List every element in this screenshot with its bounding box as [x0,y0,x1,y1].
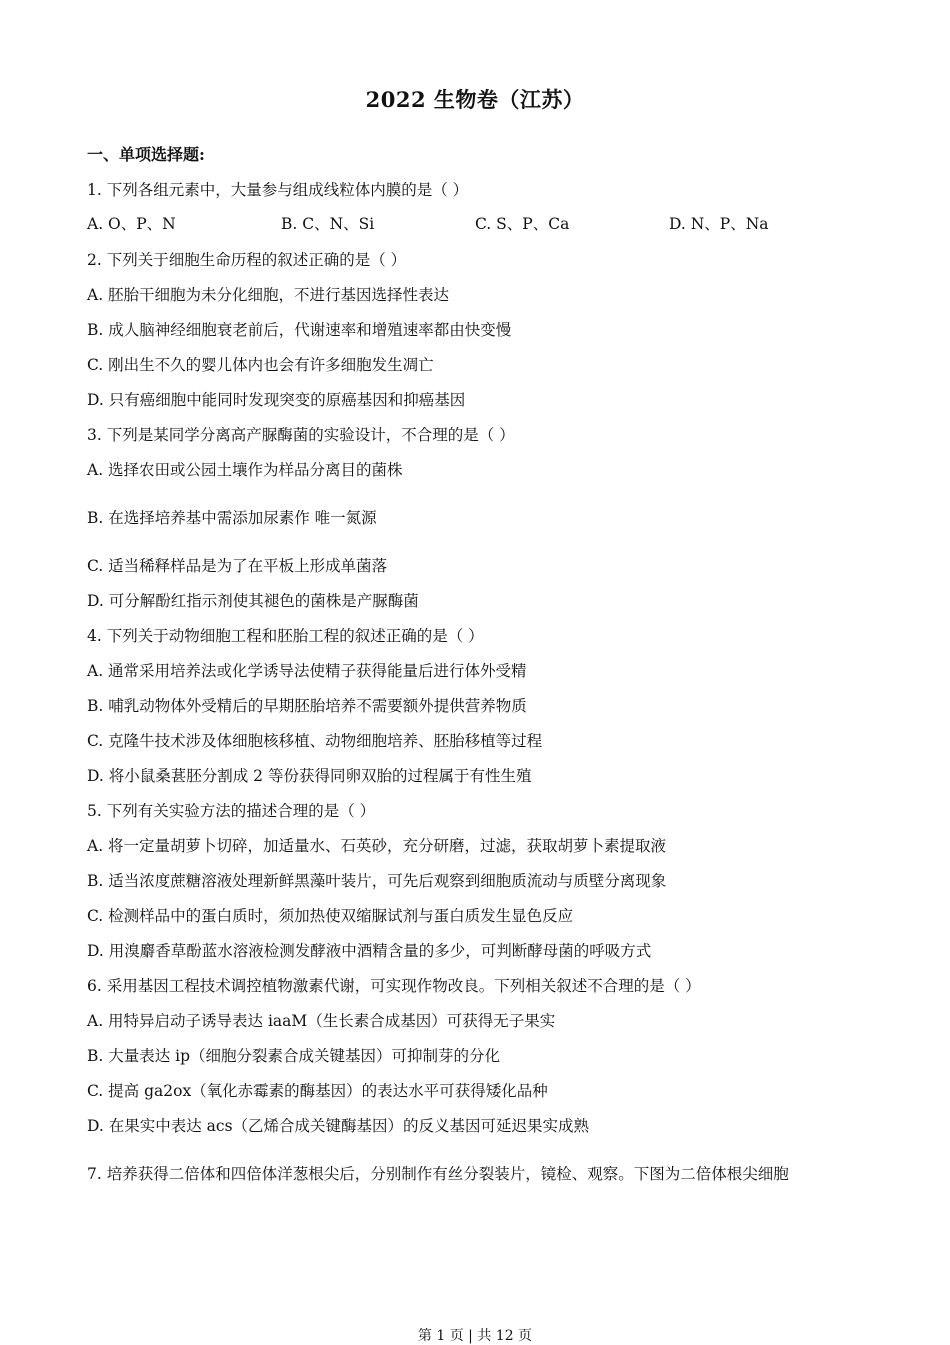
q2-option-b: B. 成人脑神经细胞衰老前后，代谢速率和增殖速率都由快变慢 [87,321,512,339]
q3-option-d: D. 可分解酚红指示剂使其褪色的菌株是产脲酶菌 [87,592,419,610]
q6-option-b: B. 大量表达 ip（细胞分裂素合成关键基因）可抑制芽的分化 [87,1047,501,1065]
q1-option-b: B. C、N、Si [281,215,375,233]
q3-option-c: C. 适当稀释样品是为了在平板上形成单菌落 [87,557,388,575]
section-heading: 一、单项选择题: [87,145,205,164]
q3-option-a: A. 选择农田或公园土壤作为样品分离目的菌株 [87,461,403,479]
page-footer: 第 1 页 | 共 12 页 [417,1328,533,1344]
q4-option-d: D. 将小鼠桑葚胚分割成 2 等份获得同卵双胎的过程属于有性生殖 [87,767,532,785]
q4-option-a: A. 通常采用培养法或化学诱导法使精子获得能量后进行体外受精 [87,662,527,680]
q3-option-b: B. 在选择培养基中需添加尿素作 唯一氮源 [87,509,377,527]
q5-option-c: C. 检测样品中的蛋白质时，须加热使双缩脲试剂与蛋白质发生显色反应 [87,907,574,925]
q4-stem: 4. 下列关于动物细胞工程和胚胎工程的叙述正确的是（ ） [87,627,484,645]
q1-option-c: C. S、P、Ca [475,215,570,233]
q6-option-c: C. 提高 ga2ox（氧化赤霉素的酶基因）的表达水平可获得矮化品种 [87,1082,548,1100]
document-title: 2022 生物卷（江苏） [365,87,585,112]
q5-option-d: D. 用溴麝香草酚蓝水溶液检测发酵液中酒精含量的多少，可判断酵母菌的呼吸方式 [87,942,652,960]
q6-option-a: A. 用特异启动子诱导表达 iaaM（生长素合成基因）可获得无子果实 [87,1012,556,1030]
q1-option-a: A. O、P、N [87,215,176,233]
q1-stem: 1. 下列各组元素中，大量参与组成线粒体内膜的是（ ） [87,181,469,199]
q1-options [87,212,867,236]
q2-stem: 2. 下列关于细胞生命历程的叙述正确的是（ ） [87,251,407,269]
q6-option-d: D. 在果实中表达 acs（乙烯合成关键酶基因）的反义基因可延迟果实成熟 [87,1117,590,1135]
q5-option-a: A. 将一定量胡萝卜切碎，加适量水、石英砂，充分研磨，过滤，获取胡萝卜素提取液 [87,837,667,855]
q2-option-a: A. 胚胎干细胞为未分化细胞，不进行基因选择性表达 [87,286,450,304]
q6-stem: 6. 采用基因工程技术调控植物激素代谢，可实现作物改良。下列相关叙述不合理的是（ ） [87,977,701,995]
q7-stem: 7. 培养获得二倍体和四倍体洋葱根尖后，分别制作有丝分裂装片，镜检、观察。下图为二倍体根尖细胞 [87,1165,789,1183]
q3-stem: 3. 下列是某同学分离高产脲酶菌的实验设计，不合理的是（ ） [87,426,515,444]
q5-option-b: B. 适当浓度蔗糖溶液处理新鲜黑藻叶装片，可先后观察到细胞质流动与质壁分离现象 [87,872,667,890]
q1-option-d: D. N、P、Na [669,215,769,233]
q5-stem: 5. 下列有关实验方法的描述合理的是（ ） [87,802,376,820]
q2-option-d: D. 只有癌细胞中能同时发现突变的原癌基因和抑癌基因 [87,391,466,409]
q2-option-c: C. 刚出生不久的婴儿体内也会有许多细胞发生凋亡 [87,356,434,374]
q4-option-b: B. 哺乳动物体外受精后的早期胚胎培养不需要额外提供营养物质 [87,697,527,715]
q4-option-c: C. 克隆牛技术涉及体细胞核移植、动物细胞培养、胚胎移植等过程 [87,732,543,750]
